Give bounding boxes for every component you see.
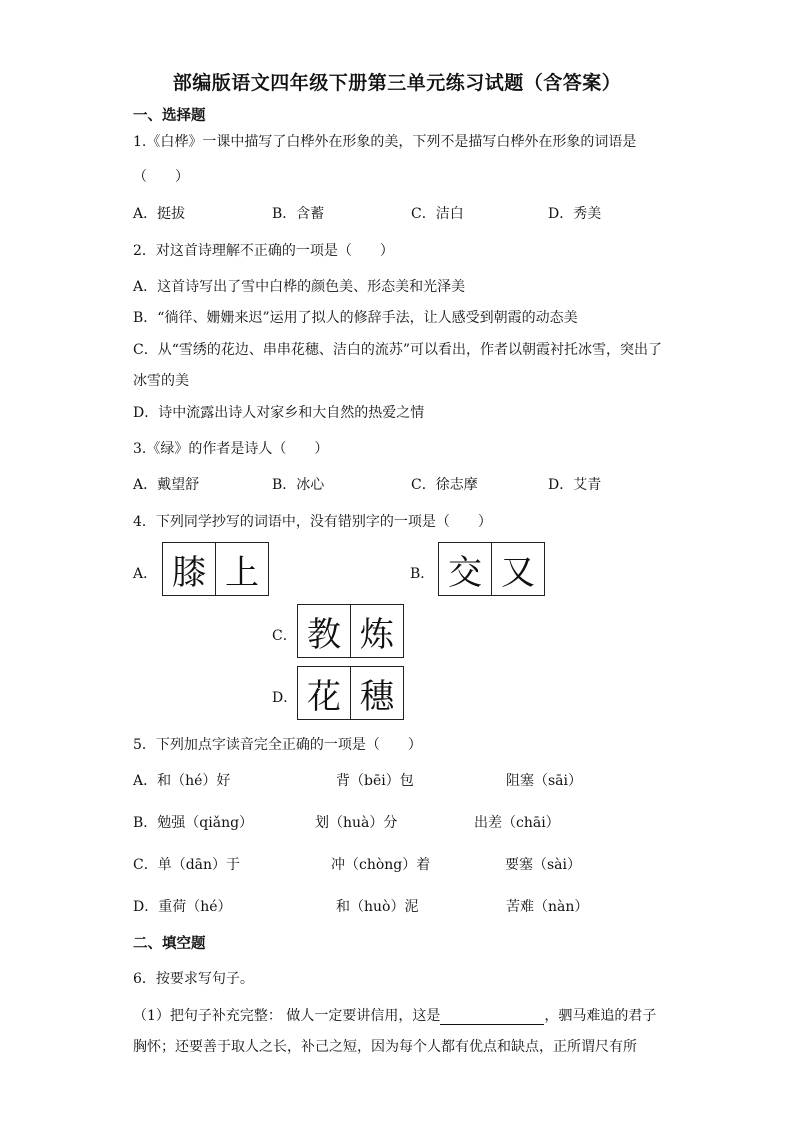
question-6-part-1 <box>133 1005 656 1025</box>
question-2-option-c: C．从“雪绣的花边、串串花穗、洁白的流苏”可以看出，作者以朝霞衬托冰雪，突出了 <box>133 342 663 358</box>
section-heading-fill: 二、填空题 <box>133 935 206 952</box>
answer-blank[interactable] <box>440 1010 544 1025</box>
question-2-option-d: D．诗中流露出诗人对家乡和大自然的热爱之情 <box>133 405 425 421</box>
word-grid-c <box>297 604 404 658</box>
question-3-option-c: C．徐志摩 <box>411 477 478 493</box>
question-5-c-3: 要塞（sài） <box>505 857 582 873</box>
section-heading-choice: 一、选择题 <box>133 107 206 124</box>
question-4-label-b: B． <box>410 566 435 582</box>
word-grid-b <box>438 542 545 596</box>
question-5-b-3: 出差（chāi） <box>474 815 560 831</box>
grid-char: 花 <box>307 676 341 717</box>
question-6-part-1-cont: 胸怀；还要善于取人之长，补己之短，因为每个人都有优点和缺点，正所谓尺有所 <box>133 1039 637 1055</box>
question-5-c-1: C．单（dān）于 <box>133 857 241 873</box>
grid-char: 上 <box>215 543 268 595</box>
question-1-paren: （ ） <box>133 169 189 185</box>
page-title: 部编版语文四年级下册第三单元练习试题（含答案） <box>172 72 622 94</box>
question-5-a-3: 阻塞（sāi） <box>506 773 583 789</box>
question-3-option-b: B．冰心 <box>272 477 325 493</box>
question-3-option-a: A．戴望舒 <box>133 477 200 493</box>
word-grid-a <box>162 542 269 596</box>
question-1-stem: 1.《白桦》一课中描写了白桦外在形象的美，下列不是描写白桦外在形象的词语是 <box>133 134 637 150</box>
question-1-option-c: C．洁白 <box>411 206 464 222</box>
grid-char: 教 <box>307 614 341 655</box>
question-1-option-b: B．含蓄 <box>272 206 325 222</box>
question-6-stem: 6．按要求写句子。 <box>133 971 254 987</box>
question-5-stem: 5．下列加点字读音完全正确的一项是（ ） <box>133 737 422 753</box>
grid-char: 穗 <box>350 667 403 719</box>
question-3-option-d: D．艾青 <box>548 477 602 493</box>
question-2-option-b: B．“徜徉、姗姗来迟”运用了拟人的修辞手法，让人感受到朝霞的动态美 <box>133 310 578 326</box>
question-4-label-c: C． <box>272 628 297 644</box>
word-grid-d <box>297 666 404 720</box>
question-1-option-d: D．秀美 <box>548 206 602 222</box>
question-4-stem: 4．下列同学抄写的词语中，没有错别字的一项是（ ） <box>133 514 492 530</box>
question-2-option-c-cont: 冰雪的美 <box>133 373 189 389</box>
question-2-option-a: A．这首诗写出了雪中白桦的颜色美、形态美和光泽美 <box>133 279 466 295</box>
question-5-b-1: B．勉强（qiǎng） <box>133 815 254 831</box>
question-6-part-1-before: （1）把句子补充完整： 做人一定要讲信用，这是 <box>133 1008 441 1024</box>
question-5-d-3: 苦难（nàn） <box>506 899 589 915</box>
question-4-label-d: D． <box>272 690 298 706</box>
question-5-d-2: 和（huò）泥 <box>336 899 419 915</box>
grid-char: 膝 <box>172 552 206 593</box>
grid-char: 炼 <box>350 605 403 657</box>
question-5-b-2: 划（huà）分 <box>315 815 398 831</box>
question-2-stem: 2．对这首诗理解不正确的一项是（ ） <box>133 243 394 259</box>
question-5-c-2: 冲（chòng）着 <box>331 857 431 873</box>
question-5-a-2: 背（bēi）包 <box>336 773 414 789</box>
question-5-a-1: A．和（hé）好 <box>133 773 231 789</box>
question-5-d-1: D．重荷（hé） <box>133 899 232 915</box>
question-1-option-a: A．挺拔 <box>133 206 186 222</box>
grid-char: 交 <box>448 552 482 593</box>
question-6-part-1-after: ，驷马难追的君子 <box>544 1008 657 1024</box>
question-4-label-a: A． <box>133 566 158 582</box>
question-3-stem: 3.《绿》的作者是诗人（ ） <box>133 441 329 457</box>
grid-char: 又 <box>491 543 544 595</box>
